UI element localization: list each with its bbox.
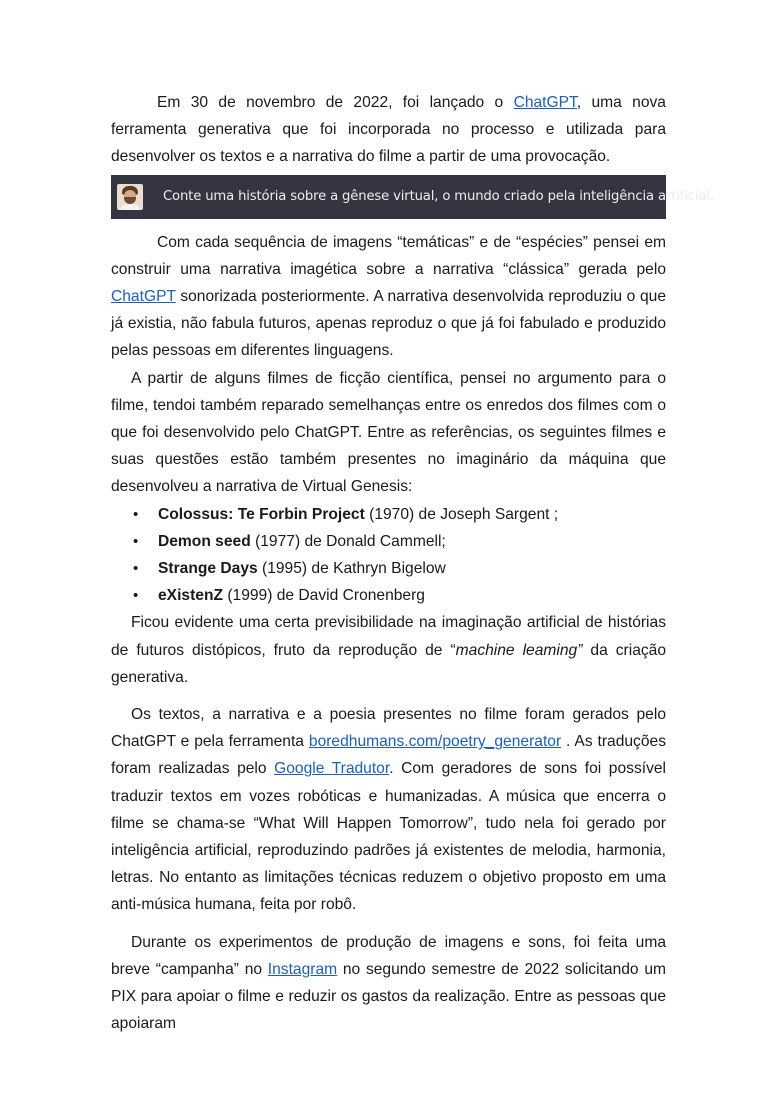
paragraph-tools: Os textos, a narrativa e a poesia presentes no filme foram gerados pelo ChatGPT e pela ferramenta boredhumans.com/poetry_generator . As traduções foram realizadas pelo Google Tradutor. Com geradores de sons foi possível traduzir textos em vozes robóticas e humanizadas. A música que encerra o filme se chama-se “What Will Happen Tomorrow”, tudo nela foi gerado por inteligência artificial, reproduzindo padrões já existentes de melodia, harmonia, letras. No entanto as limitações técnicas reduzem o objetivo proposto em uma anti-música humana, feita por robô. (111, 706, 667, 914)
chatgpt-link-2[interactable]: ChatGPT (111, 288, 176, 306)
paragraph-references: A partir de alguns filmes de ficção científica, pensei no argumento para o filme, tendoi também reparado semelhanças entre os enredos dos filmes com o que foi desenvolvido pelo ChatGPT. Entre as referências, os seguintes filmes e suas questões estão também presentes no imaginário da máquina que desenvolveu a narrativa de Virtual Genesis: (111, 369, 666, 496)
instagram-link[interactable]: Instagram (267, 960, 338, 978)
bullet-icon: • (133, 560, 139, 578)
paragraph-chatgpt-launch: Em 30 de novembro de 2022, foi lançado o ChatGPT, uma nova ferramenta generativa que foi incorporada no processo e utilizada para desenvolver os textos e a narrativa do filme a partir de uma provocação. (111, 94, 666, 166)
film-title: Demon seed (158, 532, 251, 550)
paragraph-predictability: Ficou evidente uma certa previsibilidade na imaginação artificial de histórias de futuros distópicos, fruto da reprodução de “machine leaming” da criação generativa. (111, 614, 667, 686)
film-item: • Demon seed (1977) de Donald Cammell; (111, 528, 666, 555)
user-avatar (117, 184, 143, 210)
paragraph-narrative: Com cada sequência de imagens “temáticas” e de “espécies” pensei em construir uma narrativa imagética sobre a narrativa “clássica” gerada pelo ChatGPT sonorizada posteriormente. A narrativa desenvolvida reproduziu o que já existia, não fabula futuros, apenas reproduz o que já foi fabulado e produzido pelas pessoas em diferentes linguagens. (111, 233, 666, 360)
film-item: • Strange Days (1995) de Kathryn Bigelow (111, 555, 666, 582)
bullet-icon: • (133, 587, 139, 605)
film-title: Colossus: Te Forbin Project (158, 505, 365, 523)
boredhumans-link[interactable]: boredhumans.com/poetry_generator (308, 733, 562, 751)
film-item: • Colossus: Te Forbin Project (1970) de Joseph Sargent ; (111, 501, 666, 528)
film-item: • eXistenZ (1999) de David Cronenberg (111, 582, 666, 609)
bullet-icon: • (133, 505, 139, 523)
bullet-icon: • (133, 532, 139, 550)
film-title: eXistenZ (158, 587, 223, 605)
prompt-text: Conte uma história sobre a gênese virtual, o mundo criado pela inteligência artificial. (163, 189, 714, 205)
film-list (111, 501, 666, 610)
document-body (111, 89, 714, 1038)
film-title: Strange Days (158, 560, 258, 578)
google-tradutor-link[interactable]: Google Tradutor (274, 760, 390, 778)
paragraph-campaign: Durante os experimentos de produção de imagens e sons, foi feita uma breve “campanha” no Instagram no segundo semestre de 2022 solicitando um PIX para apoiar o filme e reduzir os gastos da realização. Entre as pessoas que apoiaram (111, 933, 666, 1033)
chatgpt-prompt-screenshot (111, 175, 714, 219)
chatgpt-link[interactable]: ChatGPT (513, 94, 577, 111)
